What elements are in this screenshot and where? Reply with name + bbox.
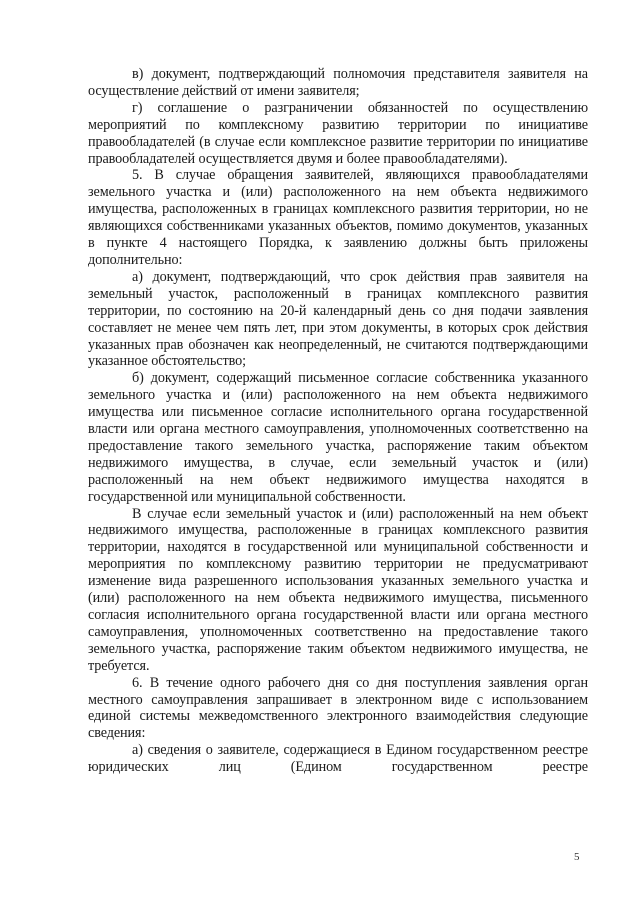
paragraph-5-b: б) документ, содержащий письменное согласие собственника указанного земельного участка и (или) расположенного на нем объекта недвижимого имущества или письменное согласие исполнительного органа государственной власти или органа местного самоуправления, уполномоченных соответственно на предоставление такого земельного участка, распоряжение таким объектом недвижимого имущества, в случае, если земельный участок и (или) расположенный на нем объект недвижимого имущества находятся в государственной или муниципальной собственности. [88, 370, 588, 505]
paragraph-5-a: а) документ, подтверждающий, что срок действия прав заявителя на земельный участок, расположенный в границах комплексного развития территории, по состоянию на 20-й календарный день со дня подачи заявления составляет не менее чем пять лет, при этом документы, в которых срок действия указанных прав обозначен как неопределенный, не считаются подтверждающими указанное обстоятельство; [88, 268, 588, 370]
page-number: 5 [574, 851, 580, 863]
paragraph-5: 5. В случае обращения заявителей, являющихся правообладателями земельного участка и (или) расположенного на нем объекта недвижимого имущества, расположенных в границах комплексного развития территории, но не являющихся собственниками указанных объектов, помимо документов, указанных в пункте 4 настоящего Порядка, к заявлению должны быть приложены дополнительно: [88, 167, 588, 268]
paragraph-5-note: В случае если земельный участок и (или) расположенный на нем объект недвижимого имущества, расположенные в границах комплексного развития территории, находятся в государственной или муниципальной собственности и мероприятия по комплексному развитию территории не предусматривают изменение вида разрешенного использования указанных земельного участка и (или) расположенного на нем объекта недвижимого имущества, письменного согласия исполнительного органа государственной власти или органа местного самоуправления, уполномоченных соответственно на предоставление такого земельного участка, распоряжение таким объектом недвижимого имущества, не требуется. [88, 505, 588, 674]
paragraph-6-a: а) сведения о заявителе, содержащиеся в Едином государственном реестре юридических лиц (Едином государственном реестре [88, 742, 588, 776]
paragraph-v: в) документ, подтверждающий полномочия представителя заявителя на осуществление действий от имени заявителя; [88, 66, 588, 99]
document-body [88, 66, 588, 776]
paragraph-6: 6. В течение одного рабочего дня со дня поступления заявления орган местного самоуправления запрашивает в электронном виде с использованием единой системы межведомственного электронного взаимодействия следующие сведения: [88, 674, 588, 742]
paragraph-g: г) соглашение о разграничении обязанностей по осуществлению мероприятий по комплексному развитию территории по инициативе правообладателей (в случае если комплексное развитие территории по инициативе правообладателей осуществляется двумя и более правообладателями). [88, 99, 588, 167]
